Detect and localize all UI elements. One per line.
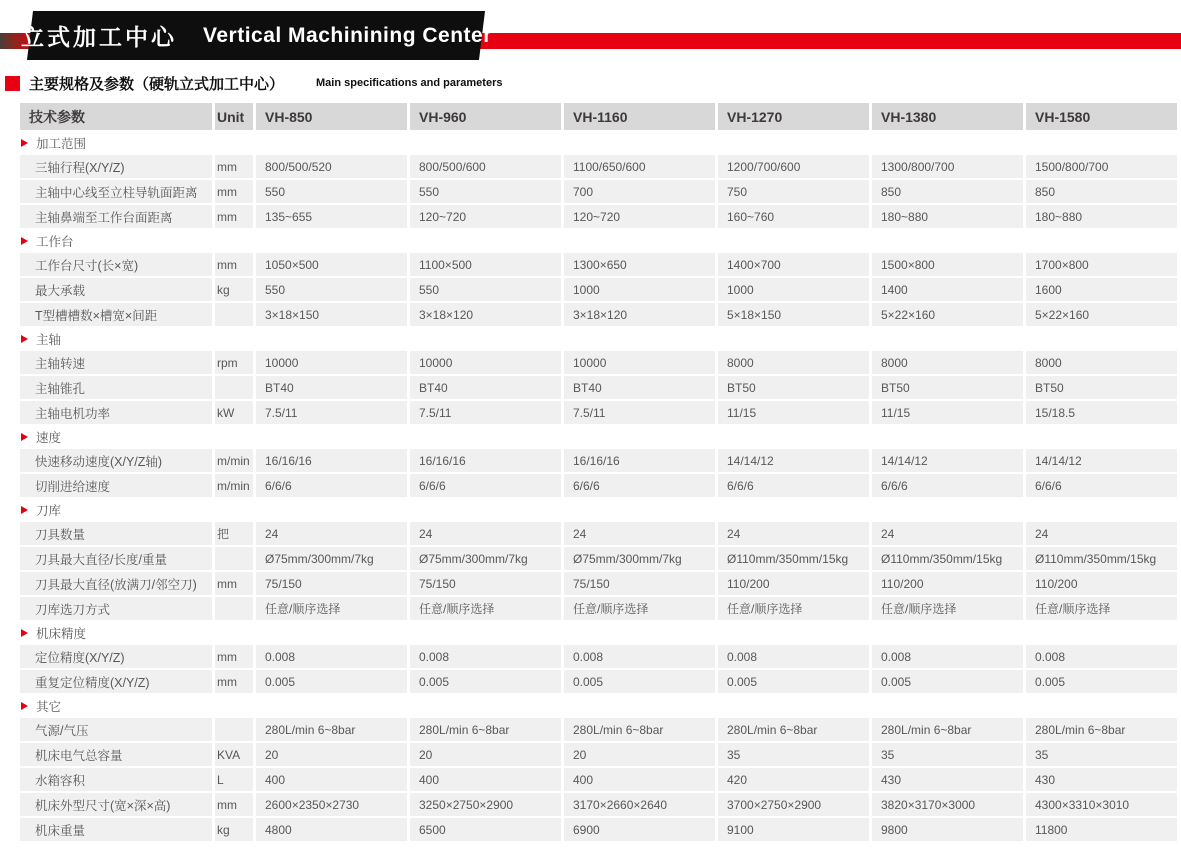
title-banner-inner (21, 19, 492, 52)
section-header (20, 695, 1177, 716)
row-label: 主轴转速 (20, 351, 212, 374)
row-label: 主轴鼻端至工作台面距离 (20, 205, 212, 228)
column-header-0: 技术参数 (20, 103, 212, 130)
table-caption-zh: 主要规格及参数（硬轨立式加工中心） (29, 75, 285, 93)
row-value: 3250×2750×2900 (410, 793, 561, 816)
row-unit: mm (215, 205, 253, 228)
row-value: 550 (410, 180, 561, 203)
row-value: BT50 (1026, 376, 1177, 399)
row-value: 75/150 (256, 572, 407, 595)
row-value: 11/15 (872, 401, 1023, 424)
row-label: 重复定位精度(X/Y/Z) (20, 670, 212, 693)
row-value: 1300/800/700 (872, 155, 1023, 178)
row-unit: mm (215, 180, 253, 203)
row-value: 400 (256, 768, 407, 791)
row-value: 任意/顺序选择 (1026, 597, 1177, 620)
row-value: 750 (718, 180, 869, 203)
row-value: 800/500/600 (410, 155, 561, 178)
row-value: 5×22×160 (872, 303, 1023, 326)
row-value: 1500/800/700 (1026, 155, 1177, 178)
row-value: 1050×500 (256, 253, 407, 276)
row-value: 550 (256, 278, 407, 301)
section-arrow-icon (21, 139, 28, 147)
section-title: 主轴 (36, 332, 62, 347)
row-value: 430 (1026, 768, 1177, 791)
row-value: 10000 (410, 351, 561, 374)
row-unit: mm (215, 793, 253, 816)
row-unit (215, 376, 253, 399)
row-value: 4300×3310×3010 (1026, 793, 1177, 816)
row-label: 主轴电机功率 (20, 401, 212, 424)
section-title: 工作台 (36, 234, 74, 249)
row-value: 24 (1026, 522, 1177, 545)
row-value: BT40 (564, 376, 715, 399)
row-value: 0.005 (564, 670, 715, 693)
row-value: 0.008 (718, 645, 869, 668)
row-value: 180~880 (1026, 205, 1177, 228)
row-label: 水箱容积 (20, 768, 212, 791)
section-title: 其它 (36, 699, 62, 714)
section-header (20, 328, 1177, 349)
row-value: 6900 (564, 818, 715, 841)
row-value: 35 (872, 743, 1023, 766)
row-value: 任意/顺序选择 (256, 597, 407, 620)
section-arrow-icon (21, 702, 28, 710)
row-value: 1500×800 (872, 253, 1023, 276)
row-value: 16/16/16 (256, 449, 407, 472)
row-value: BT40 (256, 376, 407, 399)
row-value: 700 (564, 180, 715, 203)
section-title: 加工范围 (36, 136, 87, 151)
row-unit: rpm (215, 351, 253, 374)
section-title: 刀库 (36, 503, 62, 518)
row-unit: mm (215, 645, 253, 668)
section-arrow-icon (21, 433, 28, 441)
row-label: 最大承载 (20, 278, 212, 301)
row-value: 280L/min 6~8bar (256, 718, 407, 741)
row-value: 1100/650/600 (564, 155, 715, 178)
row-unit (215, 718, 253, 741)
section-arrow-icon (21, 237, 28, 245)
section-header (20, 132, 1177, 153)
row-value: 10000 (256, 351, 407, 374)
row-value: 6/6/6 (410, 474, 561, 497)
row-value: 16/16/16 (564, 449, 715, 472)
row-label: 定位精度(X/Y/Z) (20, 645, 212, 668)
row-value: 4800 (256, 818, 407, 841)
row-value: 3×18×120 (410, 303, 561, 326)
row-value: 0.005 (410, 670, 561, 693)
row-value: Ø110mm/350mm/15kg (872, 547, 1023, 570)
row-value: 6/6/6 (1026, 474, 1177, 497)
row-value: 任意/顺序选择 (718, 597, 869, 620)
row-unit (215, 303, 253, 326)
row-value: 0.005 (718, 670, 869, 693)
row-value: 280L/min 6~8bar (1026, 718, 1177, 741)
row-value: 6/6/6 (564, 474, 715, 497)
row-value: 任意/顺序选择 (410, 597, 561, 620)
row-unit: mm (215, 155, 253, 178)
row-value: 35 (718, 743, 869, 766)
row-label: 快速移动速度(X/Y/Z轴) (20, 449, 212, 472)
row-value: 14/14/12 (1026, 449, 1177, 472)
row-value: 850 (872, 180, 1023, 203)
section-arrow-icon (21, 629, 28, 637)
row-label: 主轴锥孔 (20, 376, 212, 399)
row-value: 0.008 (564, 645, 715, 668)
row-label: 刀库选刀方式 (20, 597, 212, 620)
table-caption (5, 72, 502, 94)
section-title: 机床精度 (36, 626, 87, 641)
row-value: 0.005 (872, 670, 1023, 693)
row-value: 6/6/6 (256, 474, 407, 497)
row-value: 1600 (1026, 278, 1177, 301)
row-label: 刀具最大直径(放满刀/邻空刀) (20, 572, 212, 595)
row-unit: m/min (215, 449, 253, 472)
row-value: 6/6/6 (872, 474, 1023, 497)
row-label: 三轴行程(X/Y/Z) (20, 155, 212, 178)
row-value: 0.008 (1026, 645, 1177, 668)
row-unit: m/min (215, 474, 253, 497)
row-value: 任意/顺序选择 (564, 597, 715, 620)
row-value: BT50 (718, 376, 869, 399)
row-value: 3700×2750×2900 (718, 793, 869, 816)
column-header-3: VH-960 (410, 103, 561, 130)
row-value: 24 (410, 522, 561, 545)
row-value: 420 (718, 768, 869, 791)
section-arrow-icon (21, 335, 28, 343)
title-banner (20, 11, 492, 60)
row-value: 5×18×150 (718, 303, 869, 326)
column-header-5: VH-1270 (718, 103, 869, 130)
row-value: 110/200 (718, 572, 869, 595)
row-value: 0.008 (872, 645, 1023, 668)
section-header (20, 622, 1177, 643)
row-value: 280L/min 6~8bar (410, 718, 561, 741)
row-value: 280L/min 6~8bar (872, 718, 1023, 741)
row-value: 110/200 (1026, 572, 1177, 595)
row-value: 550 (256, 180, 407, 203)
row-value: 8000 (718, 351, 869, 374)
row-value: 1700×800 (1026, 253, 1177, 276)
row-value: BT40 (410, 376, 561, 399)
row-value: 135~655 (256, 205, 407, 228)
row-value: 75/150 (564, 572, 715, 595)
row-value: 15/18.5 (1026, 401, 1177, 424)
row-value: 3170×2660×2640 (564, 793, 715, 816)
row-value: 1100×500 (410, 253, 561, 276)
row-value: 7.5/11 (256, 401, 407, 424)
section-header (20, 499, 1177, 520)
row-unit: mm (215, 670, 253, 693)
row-value: 0.005 (1026, 670, 1177, 693)
row-value: 3×18×120 (564, 303, 715, 326)
row-value: 8000 (1026, 351, 1177, 374)
row-value: 9800 (872, 818, 1023, 841)
section-title: 速度 (36, 430, 62, 445)
row-label: T型槽槽数×槽宽×间距 (20, 303, 212, 326)
row-value: 35 (1026, 743, 1177, 766)
row-value: 400 (564, 768, 715, 791)
column-header-4: VH-1160 (564, 103, 715, 130)
row-value: 11/15 (718, 401, 869, 424)
row-value: 20 (564, 743, 715, 766)
row-value: 24 (564, 522, 715, 545)
row-label: 刀具数量 (20, 522, 212, 545)
row-value: 120~720 (410, 205, 561, 228)
banner-title-en: Vertical Machinining Center (202, 23, 492, 47)
row-unit: 把 (215, 522, 253, 545)
row-unit: kg (215, 278, 253, 301)
row-value: 1000 (564, 278, 715, 301)
row-unit: kg (215, 818, 253, 841)
row-label: 机床外型尺寸(宽×深×高) (20, 793, 212, 816)
row-value: 7.5/11 (564, 401, 715, 424)
row-value: 任意/顺序选择 (872, 597, 1023, 620)
row-value: 1400×700 (718, 253, 869, 276)
row-value: 180~880 (872, 205, 1023, 228)
spec-table (20, 103, 1177, 841)
row-value: 550 (410, 278, 561, 301)
row-value: 0.005 (256, 670, 407, 693)
row-value: 24 (256, 522, 407, 545)
row-value: 3820×3170×3000 (872, 793, 1023, 816)
row-value: 120~720 (564, 205, 715, 228)
row-value: 400 (410, 768, 561, 791)
row-value: 1200/700/600 (718, 155, 869, 178)
red-square-icon (5, 76, 20, 91)
row-value: 1400 (872, 278, 1023, 301)
row-label: 机床电气总容量 (20, 743, 212, 766)
row-value: 14/14/12 (718, 449, 869, 472)
row-value: 800/500/520 (256, 155, 407, 178)
row-value: 430 (872, 768, 1023, 791)
column-header-1: Unit (215, 103, 253, 130)
row-value: 2600×2350×2730 (256, 793, 407, 816)
row-value: 1000 (718, 278, 869, 301)
row-label: 主轴中心线至立柱导轨面距离 (20, 180, 212, 203)
row-value: 5×22×160 (1026, 303, 1177, 326)
row-value: Ø110mm/350mm/15kg (1026, 547, 1177, 570)
row-value: 10000 (564, 351, 715, 374)
banner-title-zh: 立式加工中心 (20, 24, 177, 50)
row-label: 气源/气压 (20, 718, 212, 741)
section-header (20, 230, 1177, 251)
row-label: 刀具最大直径/长度/重量 (20, 547, 212, 570)
row-value: 11800 (1026, 818, 1177, 841)
row-label: 工作台尺寸(长×宽) (20, 253, 212, 276)
row-value: 24 (718, 522, 869, 545)
row-label: 切削进给速度 (20, 474, 212, 497)
row-value: 1300×650 (564, 253, 715, 276)
table-caption-en: Main specifications and parameters (316, 77, 503, 89)
row-unit: mm (215, 572, 253, 595)
row-value: 6/6/6 (718, 474, 869, 497)
row-value: 160~760 (718, 205, 869, 228)
row-value: 20 (410, 743, 561, 766)
row-value: 16/16/16 (410, 449, 561, 472)
row-value: 3×18×150 (256, 303, 407, 326)
row-unit (215, 547, 253, 570)
section-arrow-icon (21, 506, 28, 514)
row-value: 7.5/11 (410, 401, 561, 424)
section-header (20, 426, 1177, 447)
row-unit: kW (215, 401, 253, 424)
row-value: 8000 (872, 351, 1023, 374)
row-unit (215, 597, 253, 620)
row-value: 75/150 (410, 572, 561, 595)
row-value: Ø110mm/350mm/15kg (718, 547, 869, 570)
row-value: 0.008 (256, 645, 407, 668)
row-value: 280L/min 6~8bar (564, 718, 715, 741)
row-value: 850 (1026, 180, 1177, 203)
row-value: Ø75mm/300mm/7kg (256, 547, 407, 570)
column-header-7: VH-1580 (1026, 103, 1177, 130)
row-value: 14/14/12 (872, 449, 1023, 472)
column-header-2: VH-850 (256, 103, 407, 130)
row-value: 9100 (718, 818, 869, 841)
row-unit: L (215, 768, 253, 791)
row-value: 20 (256, 743, 407, 766)
row-unit: KVA (215, 743, 253, 766)
row-value: 280L/min 6~8bar (718, 718, 869, 741)
row-label: 机床重量 (20, 818, 212, 841)
row-unit: mm (215, 253, 253, 276)
row-value: BT50 (872, 376, 1023, 399)
row-value: Ø75mm/300mm/7kg (410, 547, 561, 570)
column-header-6: VH-1380 (872, 103, 1023, 130)
row-value: 6500 (410, 818, 561, 841)
row-value: Ø75mm/300mm/7kg (564, 547, 715, 570)
row-value: 110/200 (872, 572, 1023, 595)
row-value: 0.008 (410, 645, 561, 668)
row-value: 24 (872, 522, 1023, 545)
